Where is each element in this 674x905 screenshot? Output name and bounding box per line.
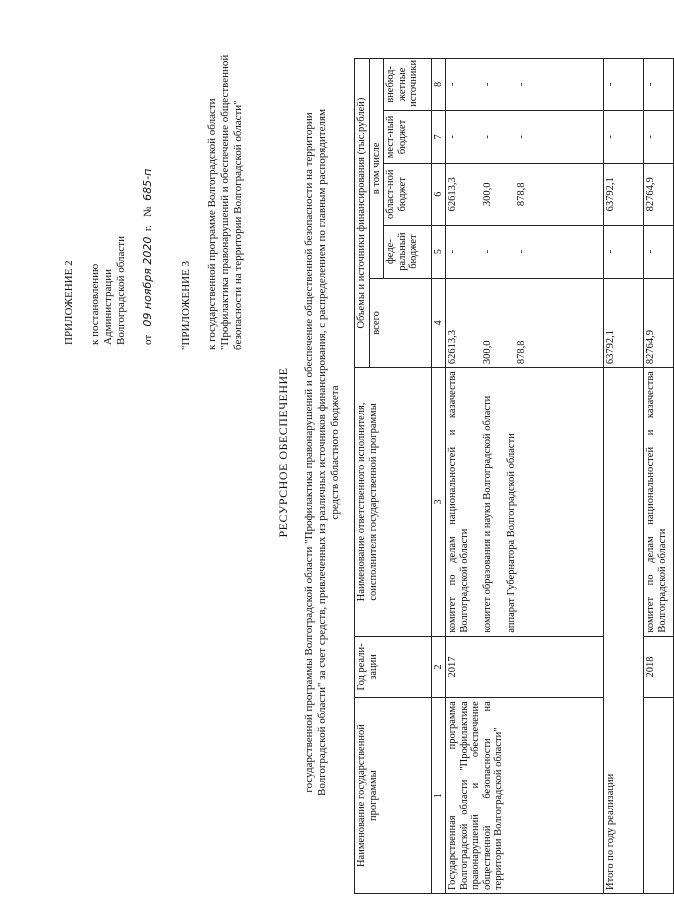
col-num-6: 6 [432,163,446,225]
total-local-2017: - [604,110,644,163]
spacer [494,371,506,633]
resource-table [354,58,674,894]
spacer [493,114,516,160]
executor-2017-3: аппарат Губернатора Волгоградской области [505,433,517,633]
table-row-2018 [644,59,674,894]
header-extrabudget: внебюд-жетные источники [384,59,432,111]
spacer [459,167,482,222]
col-num-8: 8 [432,59,446,111]
prev-appendix [180,15,245,350]
appendix-header [63,169,155,345]
executor-2017-1: комитет по делам национальностей и казачества Волгоградской области [447,371,470,633]
regional-2018: 82764,9 [644,163,674,225]
col-num-3: 3 [432,368,446,637]
executor-2018: комитет по делам национальностей и казачества Волгоградской области [644,368,674,637]
executor-2017-2: комитет образования и науки Волгоградской области [482,395,493,633]
federal-2017-2: - [481,249,493,254]
spacer [459,114,482,160]
local-2017 [446,110,604,163]
num-prefix: № [142,206,154,217]
local-2017-3: - [516,135,527,139]
appendix-date-line [141,169,155,345]
col-num-7: 7 [432,110,446,163]
program-name-cell: Государственная программа Волгоградской области "Профилактика правонарушений и обеспечение общественной безопасности на территории Волгоградской области" [446,698,604,894]
column-number-row [432,59,446,894]
extra-2017-1: - [447,82,458,87]
subtitle-line3: средств областного бюджета [329,385,341,520]
extra-2017-3: - [516,82,527,87]
total-label: Итого по году реализации [604,368,644,894]
header-program-name: Наименование государственной программы [355,698,432,894]
appendix-date: 09 ноября 2020 [141,236,154,327]
col-num-1: 1 [432,698,446,894]
total-sum-2017: 63792,1 [604,278,644,368]
total-regional-2017: 63792,1 [604,163,644,225]
extra-2017 [446,59,604,111]
spacer [470,371,482,633]
prev-appendix-line2: "Профилактика правонарушений и обеспечение общественной [219,54,231,350]
regional-2017-3: 878,8 [516,182,527,207]
header-local: мест-ный бюджет [384,110,432,163]
regional-2017-1: 62613,3 [447,177,458,212]
program-cell-2018 [644,698,674,894]
header-year: Год реали-зации [355,636,432,698]
regional-2017-2: 300,0 [481,182,493,207]
subtitle-line2: Волгоградской области" за счет средств, привлеченных из различных источников финансирования, с распределением по главным распорядителям [316,109,328,796]
total-2017-1: 62613,3 [447,330,458,365]
header-regional: област-ной бюджет [384,163,432,225]
document-subtitle [303,0,342,905]
local-2017-1: - [447,135,458,139]
total-federal-2017: - [604,225,644,278]
federal-2017-1: - [447,249,458,254]
spacer [459,229,482,275]
executors-2017 [446,368,604,637]
appendix-to-line2: Администрации [102,268,114,345]
local-2017-2: - [481,135,493,139]
spacer [493,167,516,222]
year-suffix: г. [142,225,154,232]
spacer [459,62,482,107]
total-2017 [446,278,604,368]
federal-2017-3: - [516,249,527,254]
document-title: РЕСУРСНОЕ ОБЕСПЕЧЕНИЕ [276,367,290,538]
header-row-1 [355,59,370,894]
table-row-total-2017 [604,59,644,894]
total-extra-2017: - [604,59,644,111]
header-executor: Наименование ответственного исполнителя, соисполнителя государственной программы [355,368,432,637]
extra-2018: - [644,59,674,111]
federal-2018: - [644,225,674,278]
header-volumes: Объемы и источники финансирования (тыс.рублей) [355,59,370,368]
extra-2017-2: - [481,82,493,87]
spacer [493,229,516,275]
regional-2017 [446,163,604,225]
from-prefix: от [142,334,154,345]
appendix-title: ПРИЛОЖЕНИЕ 2 [63,260,75,345]
prev-appendix-line1: к государственной программе Волгоградской области [206,98,218,350]
spacer [459,282,482,365]
year-2017: 2017 [446,636,604,698]
col-num-2: 2 [432,636,446,698]
total-2017-2: 300,0 [481,340,493,365]
total-2018: 82764,9 [644,278,674,368]
local-2018: - [644,110,674,163]
total-2017-3: 878,8 [516,340,527,365]
prev-appendix-line3: безопасности на территории Волгоградской области" [232,100,244,350]
table-row-2017 [446,59,604,894]
header-including: в том числе [369,59,384,279]
header-federal: феде-ральный бюджет [384,225,432,278]
appendix-to-line3: Волгоградской области [115,236,127,345]
spacer [493,282,516,365]
federal-2017 [446,225,604,278]
spacer [493,62,516,107]
header-total: всего [369,278,432,368]
appendix-number: 685-п [141,168,154,201]
subtitle-line1: государственной программы Волгоградской области "Профилактика правонарушений и обеспечение общественной безопасности на территории [303,112,315,793]
prev-appendix-title: "ПРИЛОЖЕНИЕ 3 [180,260,192,350]
appendix-to-line1: к постановлению [89,263,101,345]
col-num-5: 5 [432,225,446,278]
col-num-4: 4 [432,278,446,368]
year-2018: 2018 [644,636,674,698]
